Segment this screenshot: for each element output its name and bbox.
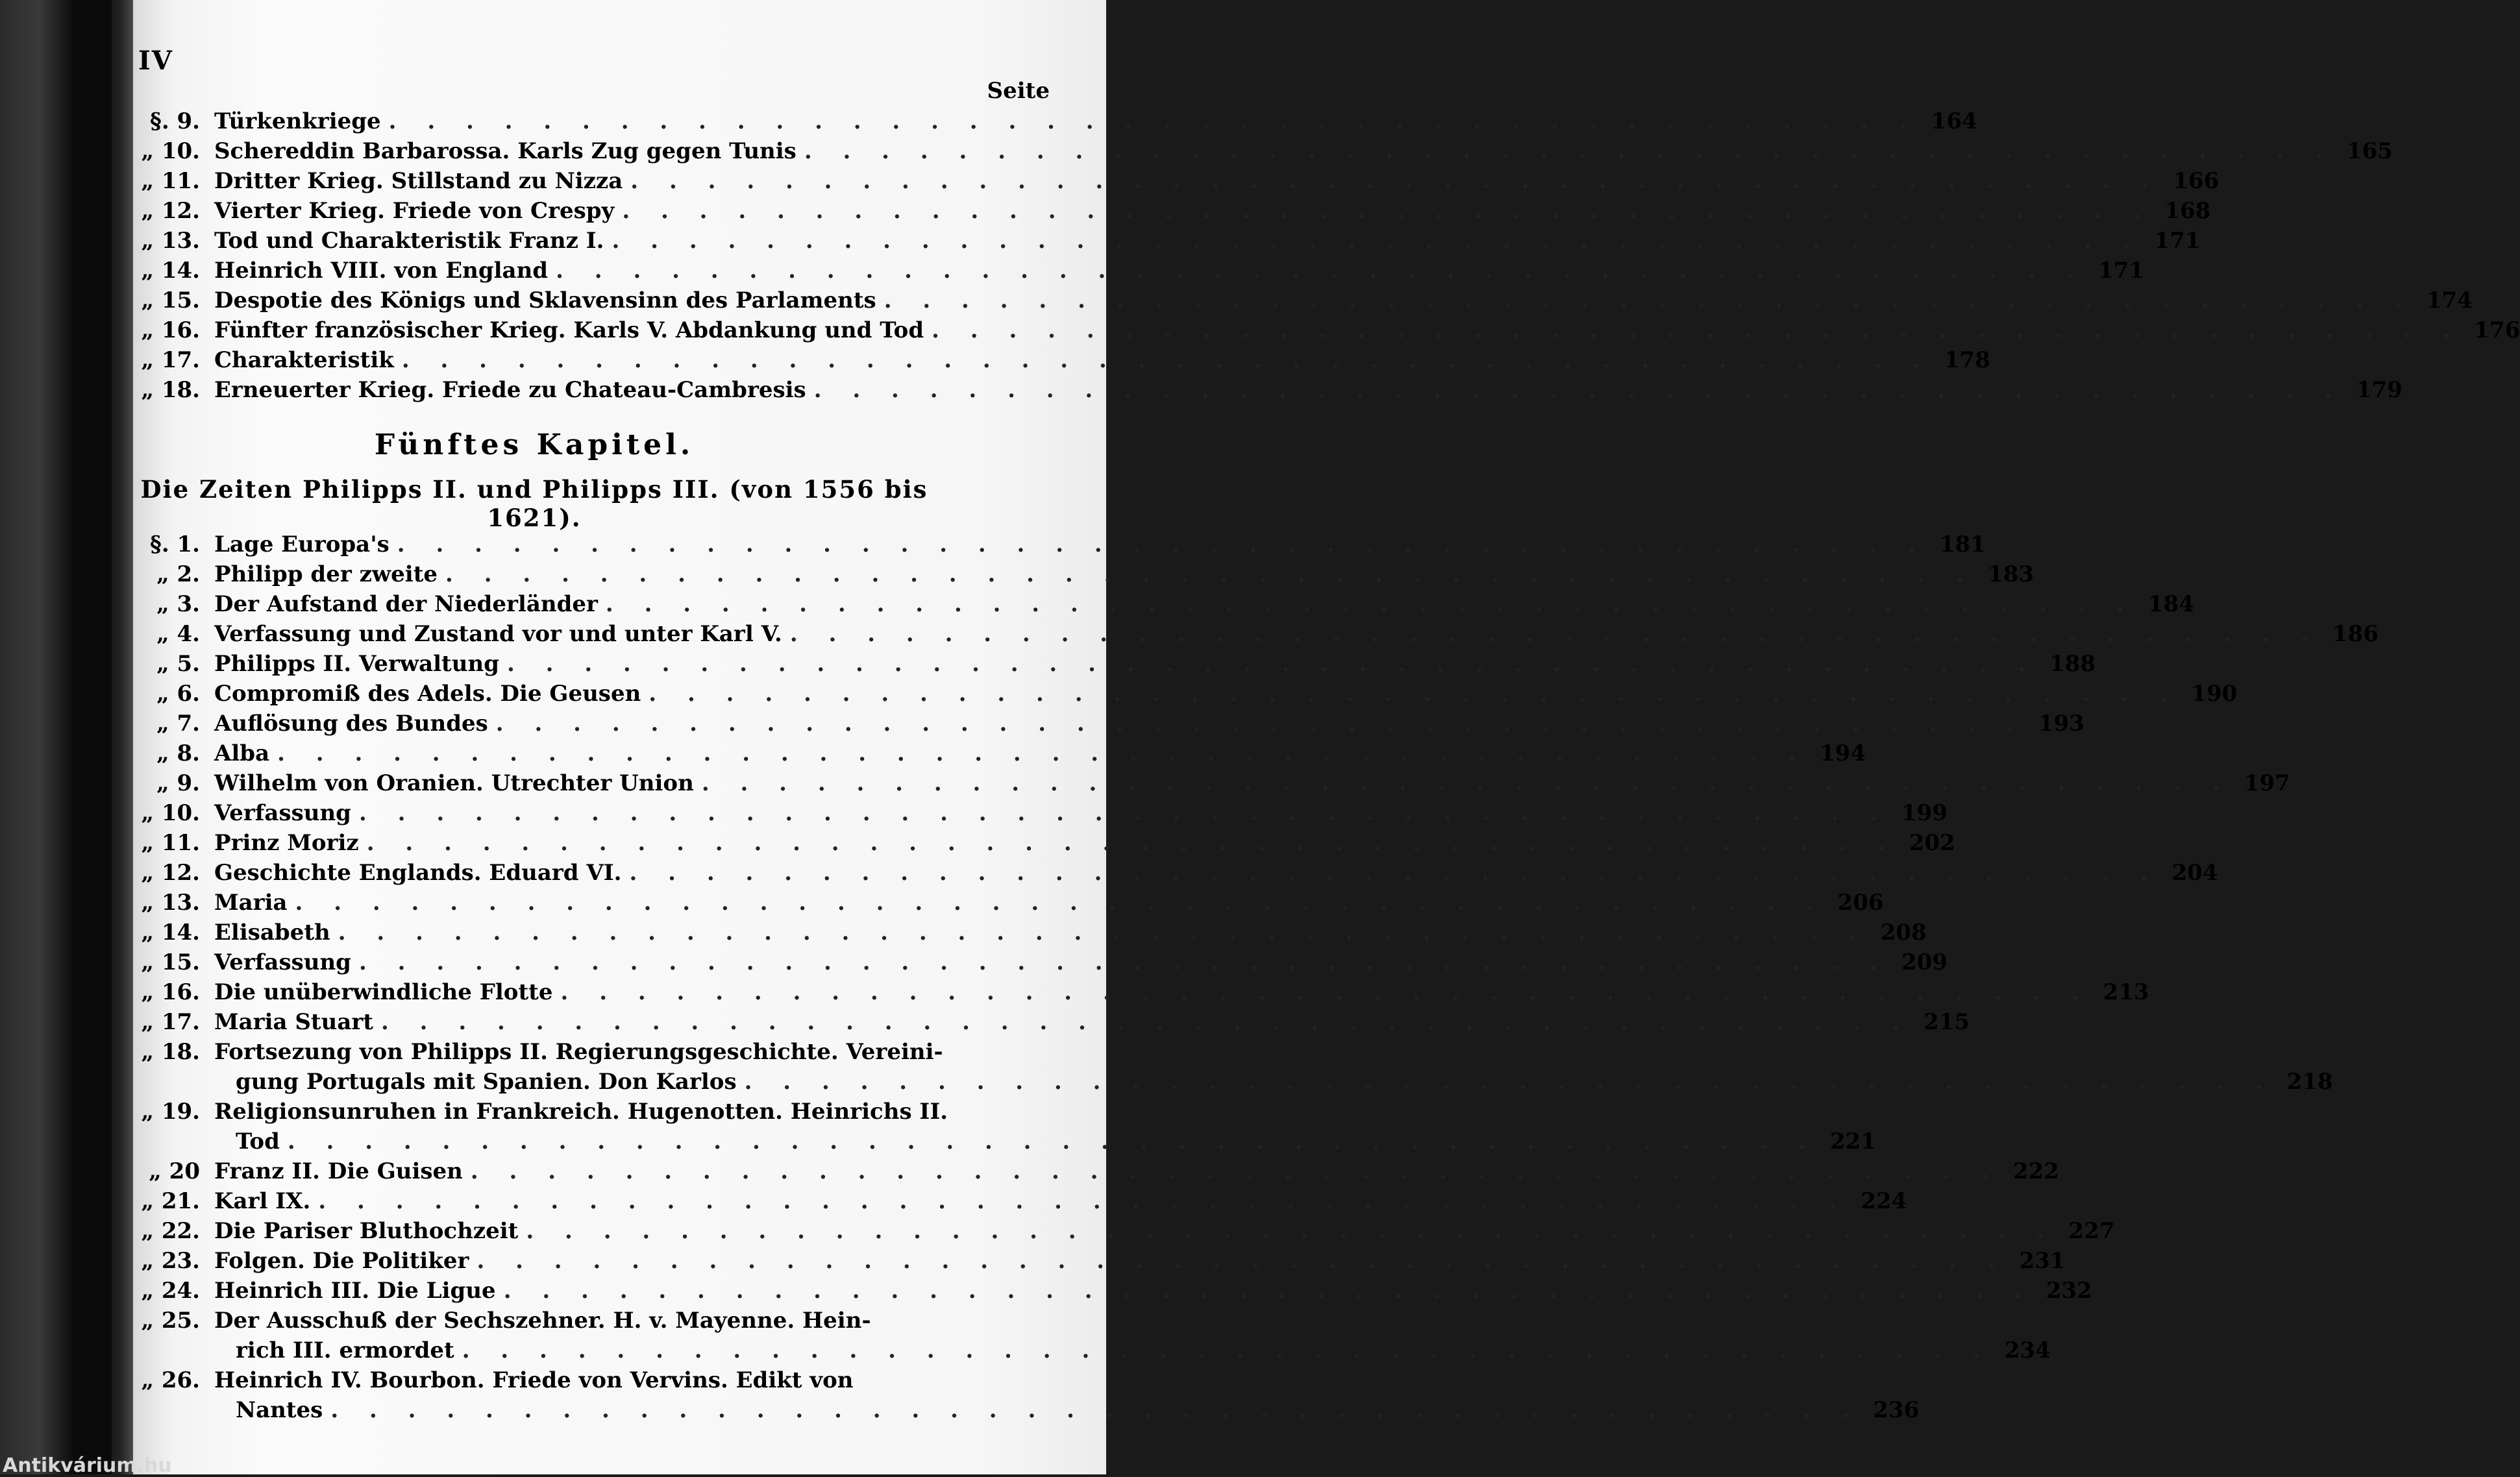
page-reference: 209 — [1901, 949, 1948, 975]
toc-section-chapter4-end — [138, 106, 2520, 405]
leader-dots: . . . . . . . . . . . . . . . . . . . . . . . . . . . . . . . . . . . . . . . . — [445, 561, 1976, 587]
entry-title: Fortsezung von Philipps II. Regierungsgeschichte. Vereini- — [214, 1039, 943, 1065]
page-reference: 218 — [2286, 1069, 2333, 1095]
entry-title: Maria Stuart — [214, 1009, 373, 1035]
entry-title: Lage Europa's — [214, 531, 389, 557]
leader-dots: . . . . . . . . . . . . . . . . . . . . . . . . . . . . . . . . . . . . . . . . — [629, 860, 2160, 886]
leader-dots: . . . . . . . . . . . . . . . . . . . . . . . . . . . . . . . . . . . . . . . . — [622, 198, 2153, 224]
entry-title: Türkenkriege — [214, 108, 381, 134]
toc-entry — [138, 136, 2393, 166]
paragraph-number: „ 13. — [141, 228, 200, 254]
paragraph-number: „ 23. — [141, 1248, 200, 1274]
leader-dots: . . . . . . . . . . . . . . . . . . . . . . . . . . . . . . . . . . . . . . . . — [287, 1129, 1818, 1154]
page-reference: 178 — [1944, 347, 1990, 373]
entry-title: Verfassung und Zustand vor und unter Karl V. — [214, 621, 782, 647]
paragraph-number: „ 10. — [141, 138, 200, 164]
toc-entry — [138, 1276, 2092, 1306]
entry-title: Der Ausschuß der Sechszehner. H. v. Mayenne. Hein- — [214, 1308, 871, 1334]
paragraph-number: „ 12. — [141, 860, 200, 886]
page-reference: 208 — [1880, 920, 1927, 946]
leader-dots: . . . . . . . . . . . . . . . . . . . . . . . . . . . . . . . . . . . . . . . . — [605, 591, 2136, 617]
entry-title: Heinrich IV. Bourbon. Friede von Vervins. Edikt von — [214, 1367, 854, 1393]
page-reference: 227 — [2068, 1218, 2115, 1244]
toc-entry-continuation — [138, 1395, 1920, 1425]
leader-dots: . . . . . . . . . . . . . . . . . . . . . . . . . . . . . . . . . . . . . . . . — [744, 1069, 2275, 1095]
entry-title: Die unüberwindliche Flotte — [214, 979, 553, 1005]
entry-title: Charakteristik — [214, 347, 394, 373]
leader-dots: . . . . . . . . . . . . . . . . . . . . . . . . . . . . . . . . . . . . . . . . — [526, 1218, 2057, 1244]
toc-entry-continuation — [138, 1336, 2051, 1365]
entry-title: Heinrich III. Die Ligue — [214, 1278, 496, 1304]
paragraph-number: „ 6. — [156, 681, 200, 707]
leader-dots: . . . . . . . . . . . . . . . . . . . . . . . . . . . . . . . . . . . . . . . . — [701, 770, 2232, 796]
paragraph-number: „ 18. — [141, 377, 200, 403]
page-reference: 234 — [2004, 1337, 2051, 1363]
toc-entry — [138, 738, 1866, 768]
page-reference: 231 — [2019, 1248, 2066, 1274]
page-reference: 188 — [2049, 651, 2096, 677]
leader-dots: . . . . . . . . . . . . . . . . . . . . . . . . . . . . . . . . . . . . . . . . — [503, 1278, 2034, 1304]
entry-title: Fünfter französischer Krieg. Karls V. Abdankung und Tod — [214, 317, 924, 343]
toc-entry — [138, 709, 2084, 738]
page-reference: 232 — [2045, 1278, 2092, 1304]
page-reference: 190 — [2191, 681, 2238, 707]
paragraph-number: „ 17. — [141, 347, 200, 373]
entry-title: Verfassung — [214, 800, 351, 826]
entry-title: Wilhelm von Oranien. Utrechter Union — [214, 770, 694, 796]
toc-entry — [138, 1156, 2059, 1186]
leader-dots: . . . . . . . . . . . . . . . . . . . . . . . . . . . . . . . . . . . . . . . . — [932, 317, 2462, 343]
toc-entry — [138, 918, 1927, 947]
page-reference: 222 — [2013, 1158, 2059, 1184]
paragraph-number: „ 11. — [141, 168, 200, 194]
entry-title: Philipp der zweite — [214, 561, 438, 587]
leader-dots: . . . . . . . . . . . . . . . . . . . . . . . . . . . . . . . . . . . . . . . . — [388, 108, 1919, 134]
leader-dots: . . . . . . . . . . . . . . . . . . . . . . . . . . . . . . . . . . . . . . . . — [295, 890, 1825, 916]
paragraph-number: „ 24. — [141, 1278, 200, 1304]
paragraph-number: „ 26. — [141, 1367, 200, 1393]
page-reference: 184 — [2148, 591, 2195, 617]
toc-entry — [138, 1186, 1907, 1216]
toc-entry — [138, 858, 2218, 888]
toc-entry — [138, 315, 2520, 345]
toc-entry — [138, 106, 1977, 136]
leader-dots: . . . . . . . . . . . . . . . . . . . . . . . . . . . . . . . . . . . . . . . . — [397, 531, 1927, 557]
toc-entry — [138, 1216, 2115, 1246]
toc-entry — [138, 375, 2403, 405]
entry-title: Philipps II. Verwaltung — [214, 651, 499, 677]
entry-title: Auflösung des Bundes — [214, 711, 488, 737]
book-spine-shadow — [73, 0, 112, 1474]
toc-entry — [138, 589, 2195, 619]
page-reference: 224 — [1860, 1188, 1907, 1214]
entry-title: Verfassung — [214, 949, 351, 975]
paragraph-number: „ 25. — [141, 1308, 200, 1334]
leader-dots: . . . . . . . . . . . . . . . . . . . . . . . . . . . . . . . . . . . . . . . . — [330, 1397, 1861, 1423]
watermark-text: Antikvárium.hu — [3, 1454, 172, 1477]
toc-entry — [138, 226, 2201, 256]
page-reference: 171 — [2098, 258, 2145, 284]
paragraph-number: „ 15. — [141, 949, 200, 975]
paragraph-number: „ 15. — [141, 287, 200, 313]
toc-entry — [138, 947, 1948, 977]
toc-entry — [138, 196, 2211, 226]
scan-background-left — [0, 0, 136, 1474]
leader-dots: . . . . . . . . . . . . . . . . . . . . . . . . . . . . . . . . . . . . . . . . — [401, 347, 1932, 373]
page-reference: 171 — [2154, 228, 2201, 254]
paragraph-number: „ 13. — [141, 890, 200, 916]
toc-entry — [138, 649, 2096, 679]
entry-title: Folgen. Die Politiker — [214, 1248, 469, 1274]
paragraph-number: „ 8. — [156, 740, 200, 766]
page-reference: 164 — [1931, 108, 1977, 134]
leader-dots: . . . . . . . . . . . . . . . . . . . . . . . . . . . . . . . . . . . . . . . . — [506, 651, 2038, 677]
toc-entry — [138, 1306, 930, 1336]
paragraph-number: „ 3. — [156, 591, 200, 617]
toc-entry — [138, 828, 1955, 858]
page-number: IV — [138, 45, 173, 76]
paragraph-number: „ 16. — [141, 979, 200, 1005]
entry-title: Dritter Krieg. Stillstand zu Nizza — [214, 168, 623, 194]
page-reference: 179 — [2356, 377, 2403, 403]
paragraph-number: „ 17. — [141, 1009, 200, 1035]
entry-title: Religionsunruhen in Frankreich. Hugenotten. Heinrichs II. — [214, 1099, 948, 1125]
entry-title: Karl IX. — [214, 1188, 311, 1214]
leader-dots: . . . . . . . . . . . . . . . . . . . . . . . . . . . . . . . . . . . . . . . . — [358, 800, 1890, 826]
chapter-subtitle: Die Zeiten Philipps II. und Philipps III. (von 1556 bis 1621). — [140, 475, 928, 532]
page-reference: 193 — [2038, 711, 2084, 737]
paragraph-number: „ 18. — [141, 1039, 200, 1065]
leader-dots: . . . . . . . . . . . . . . . . . . . . . . . . . . . . . . . . . . . . . . . . — [649, 681, 2179, 707]
paragraph-number: „ 14. — [141, 258, 200, 284]
paragraph-number: „ 7. — [156, 711, 200, 737]
toc-entry — [138, 345, 1990, 375]
entry-title-continuation: rich III. ermordet — [236, 1337, 454, 1363]
page-reference: 183 — [1988, 561, 2034, 587]
seite-column-label: Seite — [987, 78, 1050, 104]
paragraph-number: „ 19. — [141, 1099, 200, 1125]
paragraph-number: §. 9. — [150, 108, 200, 134]
page-reference: 199 — [1901, 800, 1948, 826]
leader-dots: . . . . . . . . . . . . . . . . . . . . . . . . . . . . . . . . . . . . . . . . — [470, 1158, 2001, 1184]
toc-entry — [138, 256, 2145, 286]
leader-dots: . . . . . . . . . . . . . . . . . . . . . . . . . . . . . . . . . . . . . . . . — [495, 711, 2026, 737]
toc-entry — [138, 679, 2238, 709]
toc-entry-continuation — [138, 1067, 2333, 1097]
page-reference: 168 — [2164, 198, 2211, 224]
entry-title: Heinrich VIII. von England — [214, 258, 549, 284]
leader-dots: . . . . . . . . . . . . . . . . . . . . . . . . . . . . . . . . . . . . . . . . — [476, 1248, 2007, 1274]
paragraph-number: „ 22. — [141, 1218, 200, 1244]
leader-dots: . . . . . . . . . . . . . . . . . . . . . . . . . . . . . . . . . . . . . . . . — [381, 1009, 1912, 1035]
toc-entry — [138, 559, 2034, 589]
toc-entry-continuation — [138, 1127, 1876, 1156]
paragraph-number: „ 2. — [156, 561, 200, 587]
toc-entry — [138, 1097, 948, 1127]
entry-title: Erneuerter Krieg. Friede zu Chateau-Cambresis — [214, 377, 806, 403]
paragraph-number: „ 11. — [141, 830, 200, 856]
toc-section-chapter5 — [138, 530, 2378, 1425]
page-reference: 213 — [2103, 979, 2149, 1005]
page-reference: 166 — [2173, 168, 2219, 194]
page-reference: 204 — [2171, 860, 2218, 886]
page-reference: 181 — [1939, 531, 1986, 557]
toc-entry — [138, 286, 2473, 315]
entry-title: Schereddin Barbarossa. Karls Zug gegen Tunis — [214, 138, 797, 164]
page-reference: 165 — [2346, 138, 2393, 164]
entry-title: Alba — [214, 740, 270, 766]
entry-title: Vierter Krieg. Friede von Crespy — [214, 198, 615, 224]
page-reference: 194 — [1820, 740, 1866, 766]
page-reference: 236 — [1873, 1397, 1920, 1423]
entry-title-continuation: Nantes — [236, 1397, 323, 1423]
leader-dots: . . . . . . . . . . . . . . . . . . . . . . . . . . . . . . . . . . . . . . . . — [556, 258, 2086, 284]
leader-dots: . . . . . . . . . . . . . . . . . . . . . . . . . . . . . . . . . . . . . . . . — [611, 228, 2142, 254]
entry-title: Der Aufstand der Niederländer — [214, 591, 598, 617]
entry-title: Die Pariser Bluthochzeit — [214, 1218, 519, 1244]
page-reference: 186 — [2332, 621, 2378, 647]
toc-entry — [138, 977, 2149, 1007]
chapter-title: Fünftes Kapitel. — [374, 428, 695, 461]
entry-title: Despotie des Königs und Sklavensinn des Parlaments — [214, 287, 876, 313]
leader-dots: . . . . . . . . . . . . . . . . . . . . . . . . . . . . . . . . . . . . . . . . — [366, 830, 1897, 856]
leader-dots: . . . . . . . . . . . . . . . . . . . . . . . . . . . . . . . . . . . . . . . . — [883, 287, 2414, 313]
entry-title-continuation: Tod — [236, 1129, 280, 1154]
toc-entry — [138, 166, 2219, 196]
leader-dots: . . . . . . . . . . . . . . . . . . . . . . . . . . . . . . . . . . . . . . . . — [804, 138, 2334, 164]
page-reference: 197 — [2243, 770, 2290, 796]
toc-entry — [138, 798, 1948, 828]
paragraph-number: „ 20 — [149, 1158, 200, 1184]
entry-title: Tod und Charakteristik Franz I. — [214, 228, 604, 254]
page-reference: 221 — [1830, 1129, 1876, 1154]
entry-title: Franz II. Die Guisen — [214, 1158, 463, 1184]
leader-dots: . . . . . . . . . . . . . . . . . . . . . . . . . . . . . . . . . . . . . . . . — [813, 377, 2344, 403]
entry-title: Elisabeth — [214, 920, 330, 946]
toc-entry — [138, 888, 1884, 918]
paragraph-number: „ 12. — [141, 198, 200, 224]
toc-entry — [138, 1007, 1970, 1037]
paragraph-number: „ 4. — [156, 621, 200, 647]
paragraph-number: „ 14. — [141, 920, 200, 946]
leader-dots: . . . . . . . . . . . . . . . . . . . . . . . . . . . . . . . . . . . . . . . . — [560, 979, 2091, 1005]
paragraph-number: §. 1. — [150, 531, 200, 557]
paragraph-number: „ 16. — [141, 317, 200, 343]
entry-title: Compromiß des Adels. Die Geusen — [214, 681, 641, 707]
page-reference: 202 — [1909, 830, 1955, 856]
page-reference: 174 — [2426, 287, 2473, 313]
leader-dots: . . . . . . . . . . . . . . . . . . . . . . . . . . . . . . . . . . . . . . . . — [789, 621, 2320, 647]
toc-entry — [138, 1246, 2066, 1276]
leader-dots: . . . . . . . . . . . . . . . . . . . . . . . . . . . . . . . . . . . . . . . . — [358, 949, 1890, 975]
paragraph-number: „ 10. — [141, 800, 200, 826]
toc-entry — [138, 619, 2378, 649]
paragraph-number: „ 21. — [141, 1188, 200, 1214]
paragraph-number: „ 5. — [156, 651, 200, 677]
leader-dots: . . . . . . . . . . . . . . . . . . . . . . . . . . . . . . . . . . . . . . . . — [338, 920, 1868, 946]
leader-dots: . . . . . . . . . . . . . . . . . . . . . . . . . . . . . . . . . . . . . . . . — [462, 1337, 1992, 1363]
page-reference: 206 — [1837, 890, 1884, 916]
page-reference: 215 — [1923, 1009, 1970, 1035]
toc-entry — [138, 530, 1986, 559]
entry-title: Geschichte Englands. Eduard VI. — [214, 860, 622, 886]
entry-title: Prinz Moriz — [214, 830, 359, 856]
entry-title-continuation: gung Portugals mit Spanien. Don Karlos — [236, 1069, 737, 1095]
page-reference: 176 — [2474, 317, 2520, 343]
entry-title: Maria — [214, 890, 288, 916]
paragraph-number: „ 9. — [156, 770, 200, 796]
leader-dots: . . . . . . . . . . . . . . . . . . . . . . . . . . . . . . . . . . . . . . . . — [630, 168, 2161, 194]
toc-entry — [138, 1037, 943, 1067]
leader-dots: . . . . . . . . . . . . . . . . . . . . . . . . . . . . . . . . . . . . . . . . — [318, 1188, 1849, 1214]
toc-entry — [138, 1365, 930, 1395]
toc-entry — [138, 768, 2290, 798]
leader-dots: . . . . . . . . . . . . . . . . . . . . . . . . . . . . . . . . . . . . . . . . — [277, 740, 1808, 766]
